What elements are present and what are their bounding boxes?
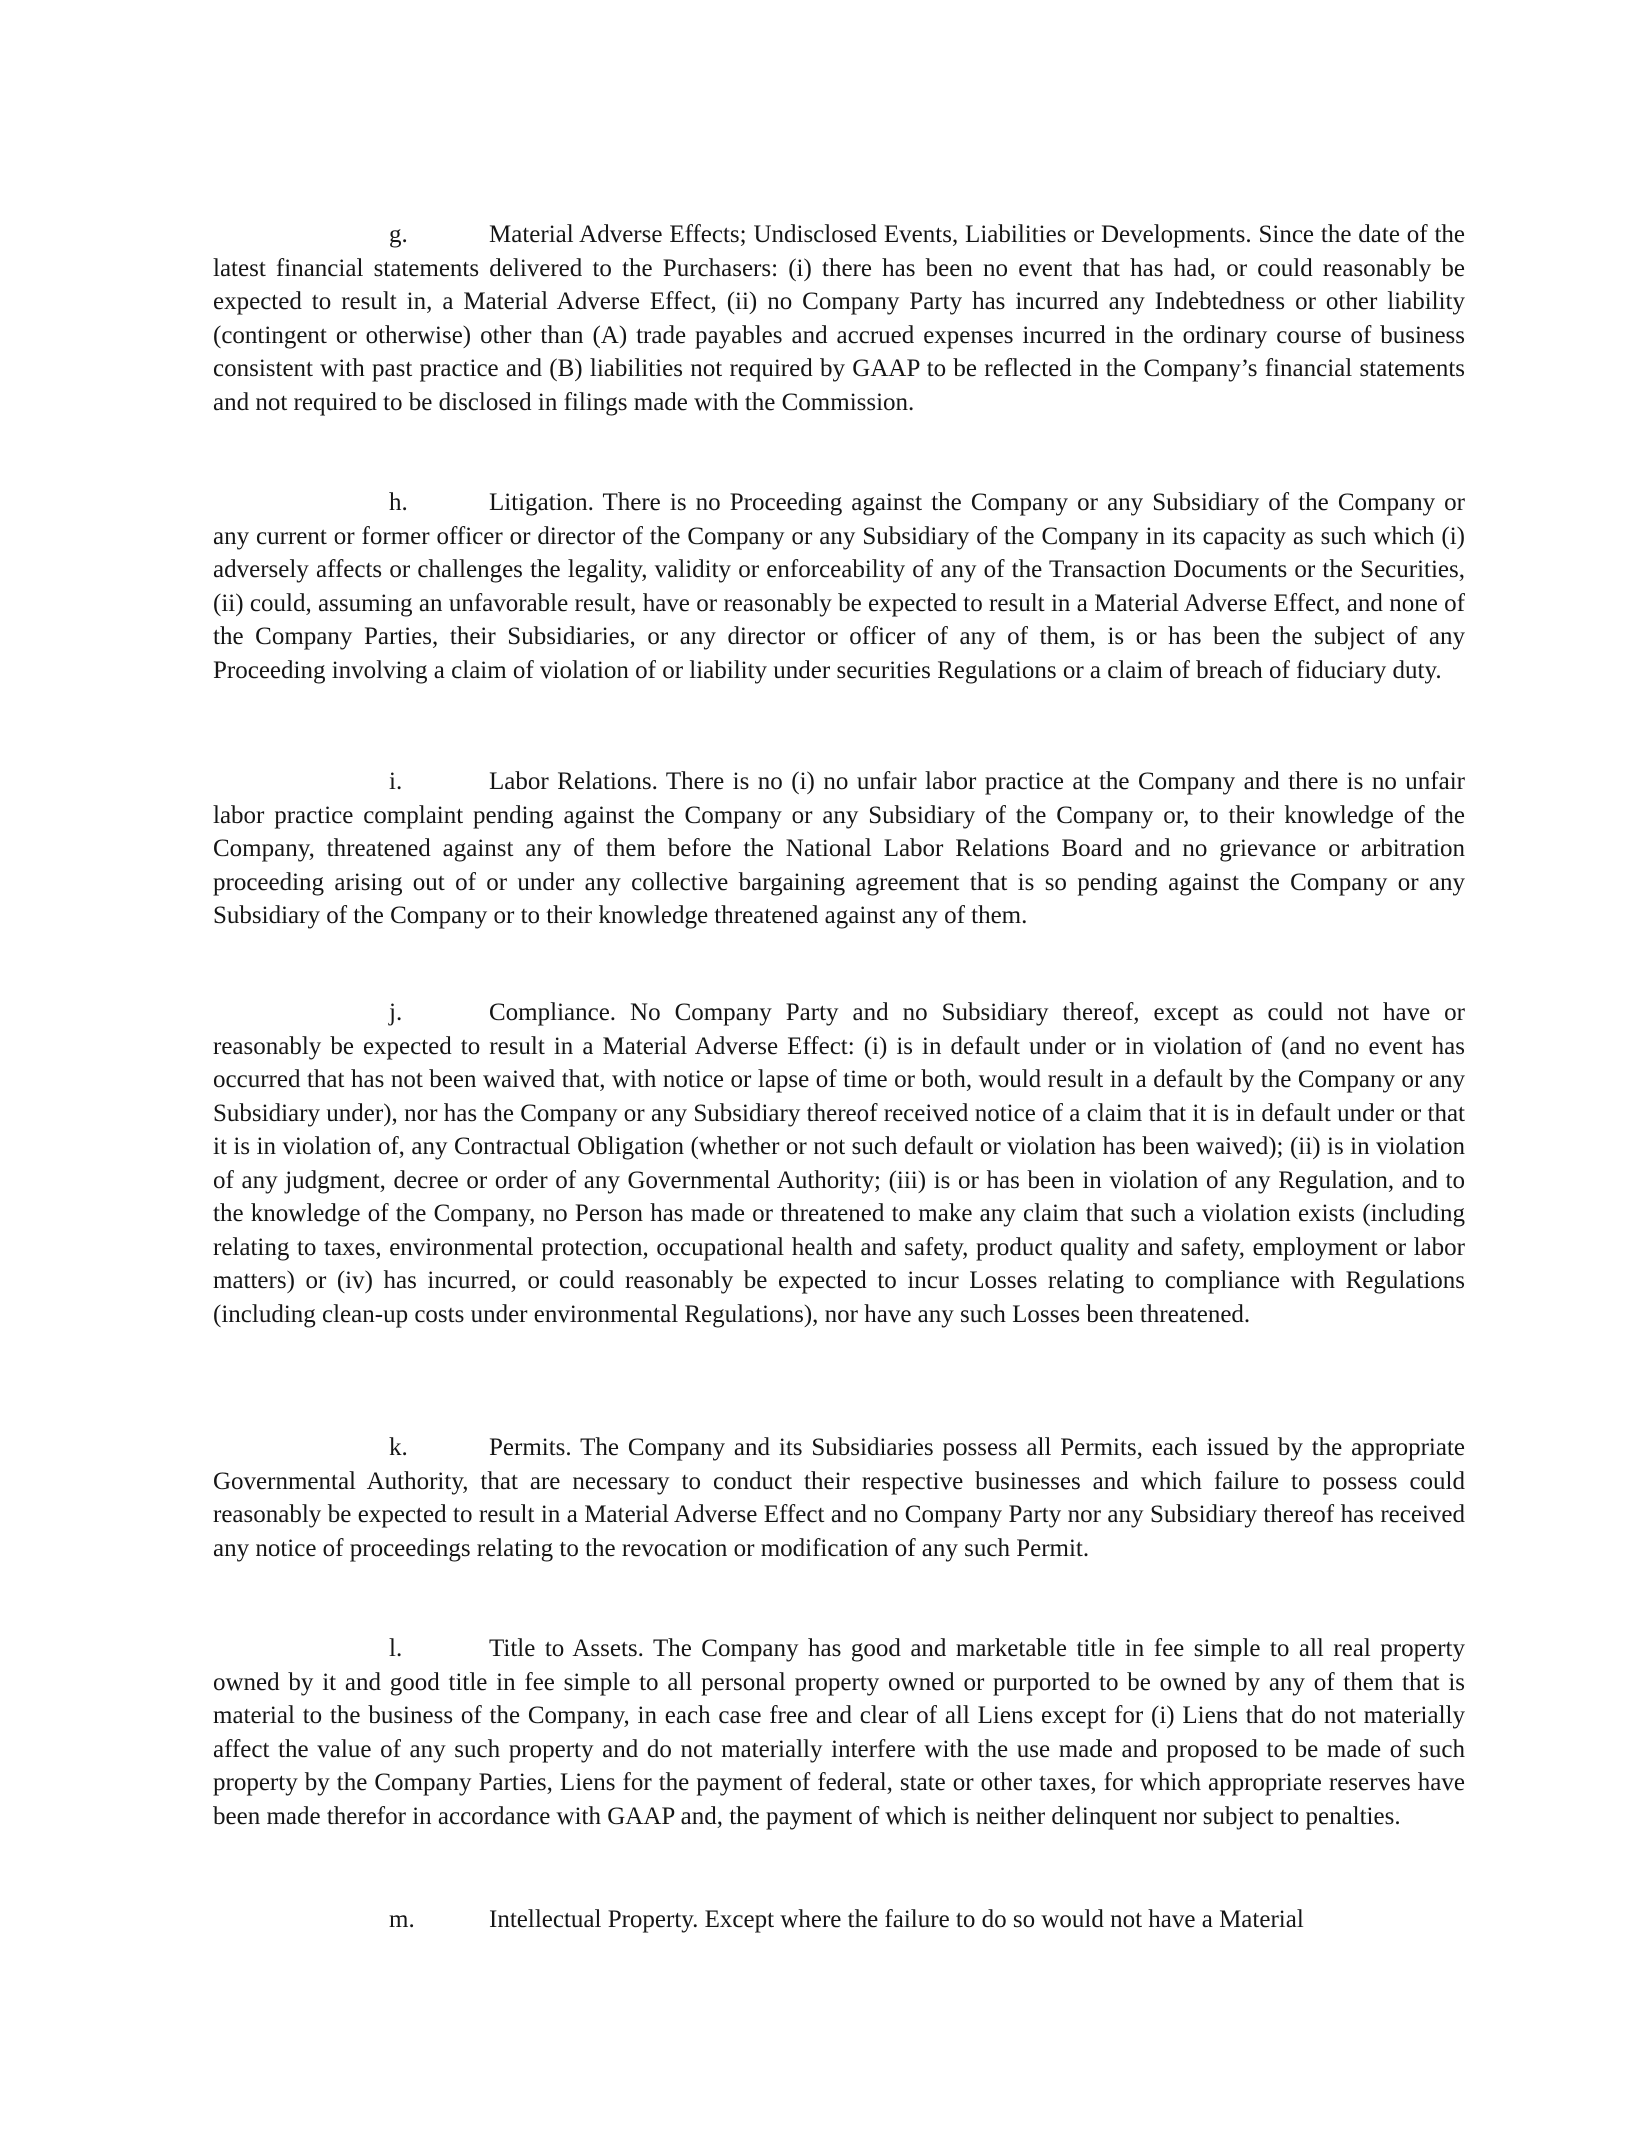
- section-l: [213, 1632, 1465, 1833]
- section-g: [213, 218, 1465, 419]
- section-text: Litigation. There is no Proceeding against the Company or any Subsidiary of the Company or any current or former officer or director of the Company or any Subsidiary of the Company in its capacity as such which (i) adversely affects or challenges the legality, validity or enforceability of any of the Transaction Documents or the Securities, (ii) could, assuming an unfavorable result, have or reasonably be expected to result in a Material Adverse Effect, and none of the Company Parties, their Subsidiaries, or any director or officer of any of them, is or has been the subject of any Proceeding involving a claim of violation of or liability under securities Regulations or a claim of breach of fiduciary duty.: [213, 489, 1465, 684]
- section-text: Material Adverse Effects; Undisclosed Events, Liabilities or Developments. Since the date of the latest financial statements delivered to the Purchasers: (i) there has been no event that has had, or could reasonably be expected to result in, a Material Adverse Effect, (ii) no Company Party has incurred any Indebtedness or other liability (contingent or otherwise) other than (A) trade payables and accrued expenses incurred in the ordinary course of business consistent with past practice and (B) liabilities not required by GAAP to be reflected in the Company’s financial statements and not required to be disclosed in filings made with the Commission.: [213, 221, 1465, 416]
- section-text: Labor Relations. There is no (i) no unfair labor practice at the Company and there is no unfair labor practice complaint pending against the Company or any Subsidiary of the Company or, to their knowledge of the Company, threatened against any of them before the National Labor Relations Board and no grievance or arbitration proceeding arising out of or under any collective bargaining agreement that is so pending against the Company or any Subsidiary of the Company or to their knowledge threatened against any of them.: [213, 768, 1465, 929]
- section-k: [213, 1431, 1465, 1565]
- section-text: Title to Assets. The Company has good and marketable title in fee simple to all real property owned by it and good title in fee simple to all personal property owned or purported to be owned by any of them that is material to the business of the Company, in each case free and clear of all Liens except for (i) Liens that do not materially affect the value of any such property and do not materially interfere with the use made and proposed to be made of such property by the Company Parties, Liens for the payment of federal, state or other taxes, for which appropriate reserves have been made therefor in accordance with GAAP and, the payment of which is neither delinquent nor subject to penalties.: [213, 1635, 1465, 1830]
- section-label: g.: [389, 221, 408, 248]
- section-text: Compliance. No Company Party and no Subsidiary thereof, except as could not have or reasonably be expected to result in a Material Adverse Effect: (i) is in default under or in violation of (and no event has occurred that has not been waived that, with notice or lapse of time or both, would result in a default by the Company or any Subsidiary under), nor has the Company or any Subsidiary thereof received notice of a claim that it is in default under or that it is in violation of, any Contractual Obligation (whether or not such default or violation has been waived); (ii) is in violation of any judgment, decree or order of any Governmental Authority; (iii) is or has been in violation of any Regulation, and to the knowledge of the Company, no Person has made or threatened to make any claim that such a violation exists (including relating to taxes, environmental protection, occupational health and safety, product quality and safety, employment or labor matters) or (iv) has incurred, or could reasonably be expected to incur Losses relating to compliance with Regulations (including clean-up costs under environmental Regulations), nor have any such Losses been threatened.: [213, 999, 1465, 1328]
- section-label: j.: [389, 999, 403, 1026]
- section-label: m.: [389, 1906, 415, 1933]
- section-i: [213, 765, 1465, 933]
- section-label: i.: [389, 768, 403, 795]
- section-text: Intellectual Property. Except where the failure to do so would not have a Material: [489, 1906, 1304, 1933]
- section-h: [213, 486, 1465, 687]
- section-label: k.: [389, 1434, 408, 1461]
- section-j: [213, 996, 1465, 1331]
- section-text: Permits. The Company and its Subsidiaries possess all Permits, each issued by the appropriate Governmental Authority, that are necessary to conduct their respective businesses and which failure to possess could reasonably be expected to result in a Material Adverse Effect and no Company Party nor any Subsidiary thereof has received any notice of proceedings relating to the revocation or modification of any such Permit.: [213, 1434, 1465, 1562]
- section-label: l.: [389, 1635, 403, 1662]
- section-label: h.: [389, 489, 408, 516]
- section-m: [213, 1903, 1465, 1937]
